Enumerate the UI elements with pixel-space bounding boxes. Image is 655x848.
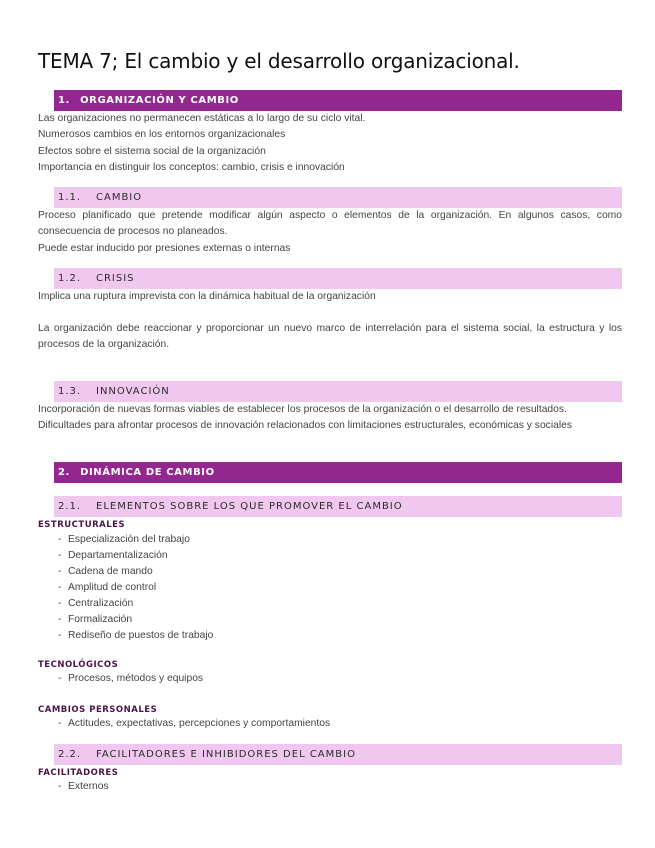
list-item: - Departamentalización [58, 550, 168, 561]
subsection-title: FACILITADORES E INHIBIDORES DEL CAMBIO [96, 749, 356, 760]
subsection-1-1-body [38, 208, 622, 257]
subsection-number: 1.2. [58, 273, 82, 284]
subsection-heading-1-1 [54, 187, 622, 208]
list-facilitadores [58, 779, 109, 795]
category-label-facilitadores: FACILITADORES [38, 768, 119, 778]
body-line: Efectos sobre el sistema social de la organización [38, 145, 266, 157]
section-title: DINÁMICA DE CAMBIO [80, 467, 215, 478]
subsection-heading-1-3 [54, 381, 622, 402]
list-item-text: Rediseño de puestos de trabajo [68, 630, 214, 641]
subsection-title: ELEMENTOS SOBRE LOS QUE PROMOVER EL CAMBIO [96, 501, 403, 512]
subsection-number: 2.2. [58, 749, 82, 760]
body-paragraph: La organización debe reaccionar y proporcionar un nuevo marco de interrelación para el sistema social, la estructura y los procesos de la organización. [38, 323, 622, 351]
list-item-text: Centralización [68, 598, 134, 609]
list-cambios-personales [58, 716, 330, 732]
section-number: 2. [58, 467, 70, 478]
section-1-body [38, 111, 622, 177]
body-line: Importancia en distinguir los conceptos: cambio, crisis e innovación [38, 162, 345, 174]
list-tecnologicos [58, 671, 203, 687]
list-item-text: Departamentalización [68, 550, 168, 561]
subsection-number: 1.3. [58, 386, 82, 397]
subsection-title: CRISIS [96, 273, 135, 284]
body-line: Implica una ruptura imprevista con la dinámica habitual de la organización [38, 291, 376, 302]
subsection-title: CAMBIO [96, 192, 143, 203]
subsection-heading-2-2 [54, 744, 622, 765]
list-item: - Actitudes, expectativas, percepciones y comportamientos [58, 718, 331, 729]
category-label-cambios-personales: CAMBIOS PERSONALES [38, 705, 158, 715]
subsection-title: INNOVACIÓN [96, 386, 170, 397]
section-heading-2 [54, 462, 622, 483]
section-heading-1 [54, 90, 622, 111]
list-item-text: Cadena de mando [68, 566, 153, 577]
list-item-text: Procesos, métodos y equipos [68, 673, 204, 684]
subsection-heading-1-2 [54, 268, 622, 289]
subsection-number: 1.1. [58, 192, 82, 203]
body-line: Numerosos cambios en los entornos organizacionales [38, 129, 286, 141]
subsection-heading-2-1 [54, 496, 622, 517]
list-item-text: Externos [68, 781, 109, 792]
body-line: Las organizaciones no permanecen estáticas a lo largo de su ciclo vital. [38, 113, 366, 124]
list-item-text: Formalización [68, 614, 133, 625]
list-item-text: Especialización del trabajo [68, 534, 190, 545]
list-item: - Procesos, métodos y equipos [58, 673, 204, 684]
body-line: Incorporación de nuevas formas viables de establecer los procesos de la organización o el desarrollo de resultados. [38, 404, 567, 415]
subsection-1-3-body [38, 402, 622, 435]
body-line: Dificultades para afrontar procesos de innovación relacionados con limitaciones estructurales, económicas y sociales [38, 420, 572, 432]
subsection-1-2-body-2 [38, 321, 622, 354]
category-label-tecnologicos: TECNOLÓGICOS [38, 660, 119, 670]
list-item: - Amplitud de control [58, 582, 157, 593]
subsection-number: 2.1. [58, 501, 82, 512]
subsection-1-2-body [38, 289, 622, 305]
category-label-estructurales: ESTRUCTURALES [38, 520, 126, 530]
section-number: 1. [58, 95, 70, 106]
list-item: - Formalización [58, 614, 133, 625]
list-estructurales [58, 532, 213, 644]
section-title: ORGANIZACIÓN Y CAMBIO [80, 95, 239, 106]
body-paragraph: Proceso planificado que pretende modificar algún aspecto o elementos de la organización. En algunos casos, como consecuencia de procesos no planeados. [38, 210, 622, 238]
page-title: TEMA 7; El cambio y el desarrollo organizacional. [38, 49, 520, 73]
list-item: - Cadena de mando [58, 566, 153, 577]
list-item: - Externos [58, 781, 109, 792]
list-item: - Rediseño de puestos de trabajo [58, 630, 214, 641]
list-item: - Especialización del trabajo [58, 534, 190, 545]
list-item-text: Amplitud de control [68, 582, 157, 593]
list-item-text: Actitudes, expectativas, percepciones y comportamientos [68, 718, 331, 729]
body-line: Puede estar inducido por presiones externas o internas [38, 242, 291, 254]
list-item: - Centralización [58, 598, 134, 609]
